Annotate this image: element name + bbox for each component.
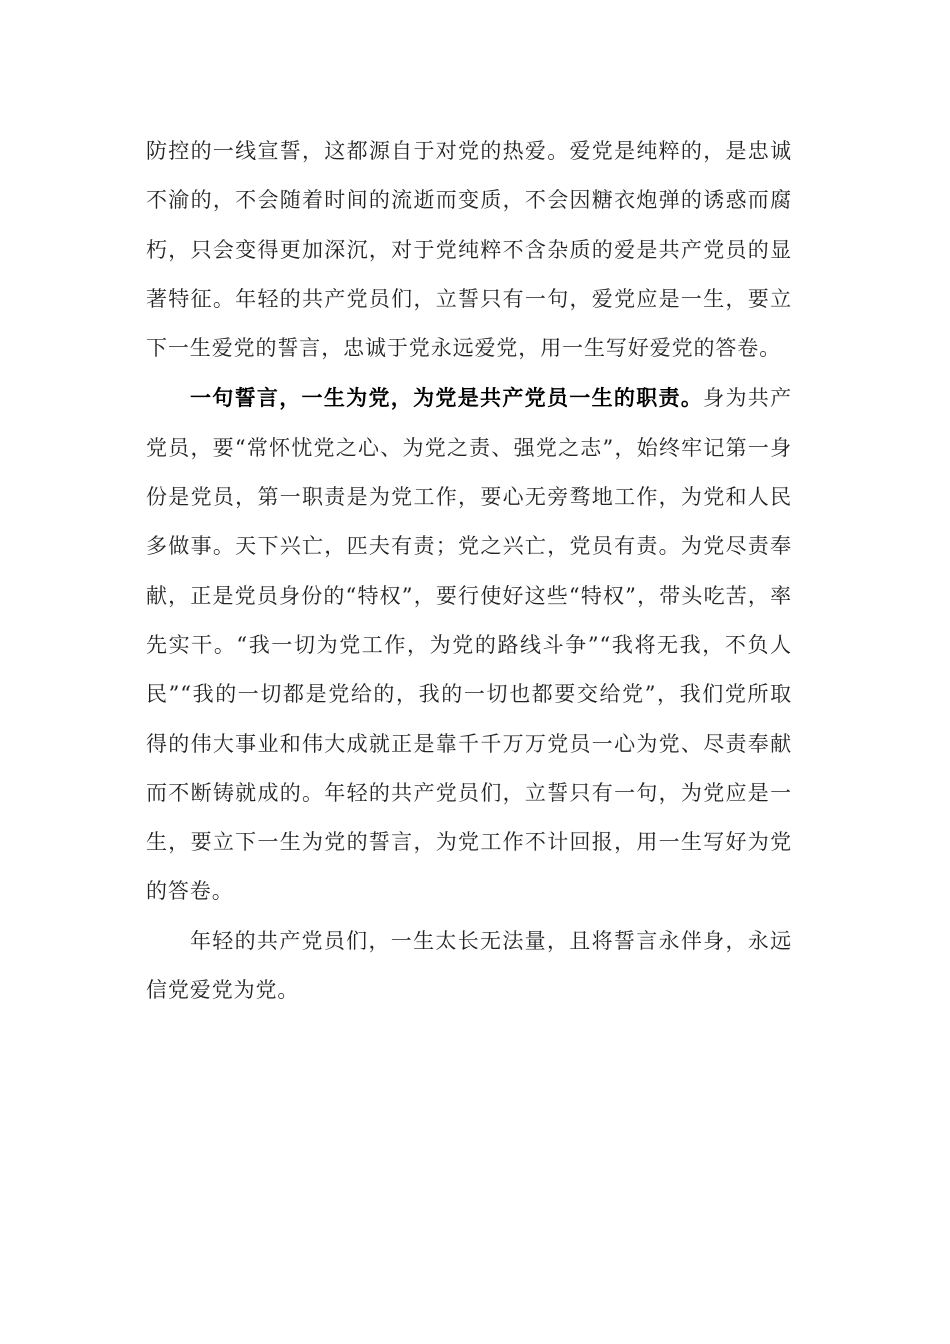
- paragraph-2-lead: 一句誓言，一生为党，为党是共产党员一生的职责。: [190, 385, 704, 411]
- document-body: [146, 127, 792, 1015]
- paragraph-2: [146, 373, 792, 916]
- paragraph-3-text: 年轻的共产党员们，一生太长无法量，且将誓言永伴身，永远信党爱党为党。: [146, 928, 792, 1003]
- paragraph-3: [146, 917, 792, 1016]
- paragraph-2-text: 身为共产党员，要“常怀忧党之心、为党之责、强党之志”，始终牢记第一身份是党员，第一职责是为党工作，要心无旁骛地工作，为党和人民多做事。天下兴亡，匹夫有责；党之兴亡，党员有责。为党尽责奉献，正是党员身份的“特权”，要行使好这些“特权”，带头吃苦，率先实干。“我一切为党工作，为党的路线斗争”“我将无我，不负人民”“我的一切都是党给的，我的一切也都要交给党”，我们党所取得的伟大事业和伟大成就正是靠千千万万党员一心为党、尽责奉献而不断铸就成的。年轻的共产党员们，立誓只有一句，为党应是一生，要立下一生为党的誓言，为党工作不计回报，用一生写好为党的答卷。: [146, 386, 792, 904]
- paragraph-1: [146, 127, 792, 373]
- paragraph-1-text: 防控的一线宣誓，这都源自于对党的热爱。爱党是纯粹的，是忠诚不渝的，不会随着时间的流逝而变质，不会因糖衣炮弹的诱惑而腐朽，只会变得更加深沉，对于党纯粹不含杂质的爱是共产党员的显著特征。年轻的共产党员们，立誓只有一句，爱党应是一生，要立下一生爱党的誓言，忠诚于党永远爱党，用一生写好爱党的答卷。: [146, 139, 792, 361]
